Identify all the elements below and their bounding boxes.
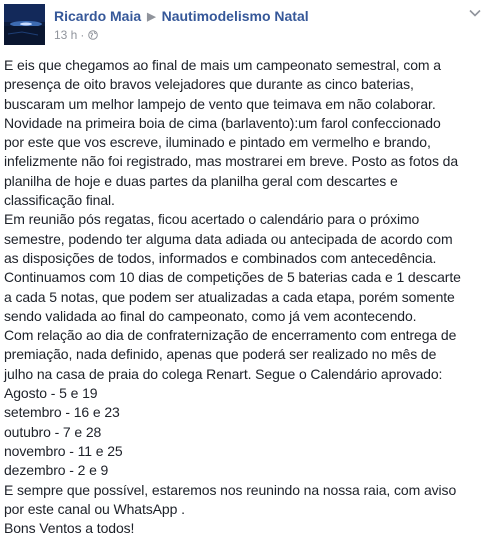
post-text-line: Em reunião pós regatas, ficou acertado o calendário para o próximo — [4, 211, 420, 228]
post-text-line: premiação, nada definido, apenas que poderá ser realizado no mês de — [4, 346, 437, 363]
post-text-line: planilha de hoje e duas partes da planilha geral com descartes e — [4, 172, 398, 189]
post-timestamp[interactable]: 13 h — [54, 28, 78, 42]
post-text-line: buscaram um melhor lampejo de vento que teimava em não colaborar. — [4, 95, 436, 112]
post-text-line: setembro - 16 e 23 — [4, 404, 120, 421]
post-meta — [54, 27, 98, 43]
post-text-line: sendo validada ao final do campeonato, como já vem acontecendo. — [4, 307, 417, 324]
post-text-line: as disposições de todos, informados e combinados com antecedência. — [4, 249, 437, 266]
author-name[interactable]: Ricardo Maia — [54, 8, 142, 24]
post-text-line: Com relação ao dia de confraternização de encerramento com entrega de — [4, 327, 457, 344]
avatar[interactable] — [4, 4, 45, 45]
post-text-line: Novidade na primeira boia de cima (barlavento):um farol confeccionado — [4, 114, 441, 131]
post-text-line: infelizmente não foi registrado, mas mostrarei em breve. Posto as fotos da — [4, 153, 459, 170]
author-line — [54, 6, 309, 26]
globe-icon — [88, 28, 98, 38]
group-name[interactable]: Nautimodelismo Natal — [161, 8, 309, 24]
post-text-line: Bons Ventos a todos! — [4, 520, 135, 537]
triangle-right-icon: ▶ — [147, 11, 156, 23]
post-text-line: presença de oito bravos velejadores que durante as cinco baterias, — [4, 76, 414, 93]
post-text-line: a cada 5 notas, que podem ser atualizadas a cada etapa, porém somente — [4, 288, 455, 305]
post-text-line: por este canal ou WhatsApp . — [4, 500, 185, 517]
avatar-image — [4, 4, 45, 45]
post-text-line: classificação final. — [4, 192, 115, 209]
post-text-line: semestre, podendo ter alguma data adiada ou antecipada de acordo com — [4, 230, 453, 247]
post-text-line: dezembro - 2 e 9 — [4, 462, 109, 479]
post-text-line: Agosto - 5 e 19 — [4, 385, 98, 402]
chevron-down-icon[interactable] — [466, 6, 484, 20]
post-text-line: E sempre que possível, estaremos nos reunindo na nossa raia, com aviso — [4, 481, 457, 498]
post-body — [4, 56, 486, 537]
post-text-line: Continuamos com 10 dias de competições de 5 baterias cada e 1 descarte — [4, 269, 461, 286]
post-text-line: outubro - 7 e 28 — [4, 423, 102, 440]
post-text-line: julho na casa de praia do colega Renart. Segue o Calendário aprovado: — [4, 365, 443, 382]
post-header — [4, 4, 486, 46]
meta-separator: · — [80, 28, 85, 42]
post-text-line: novembro - 11 e 25 — [4, 442, 123, 459]
post-text-line: por este que vos escreve, iluminado e pintado em vermelho e brando, — [4, 134, 431, 151]
post-text-line: E eis que chegamos ao final de mais um campeonato semestral, com a — [4, 57, 441, 73]
